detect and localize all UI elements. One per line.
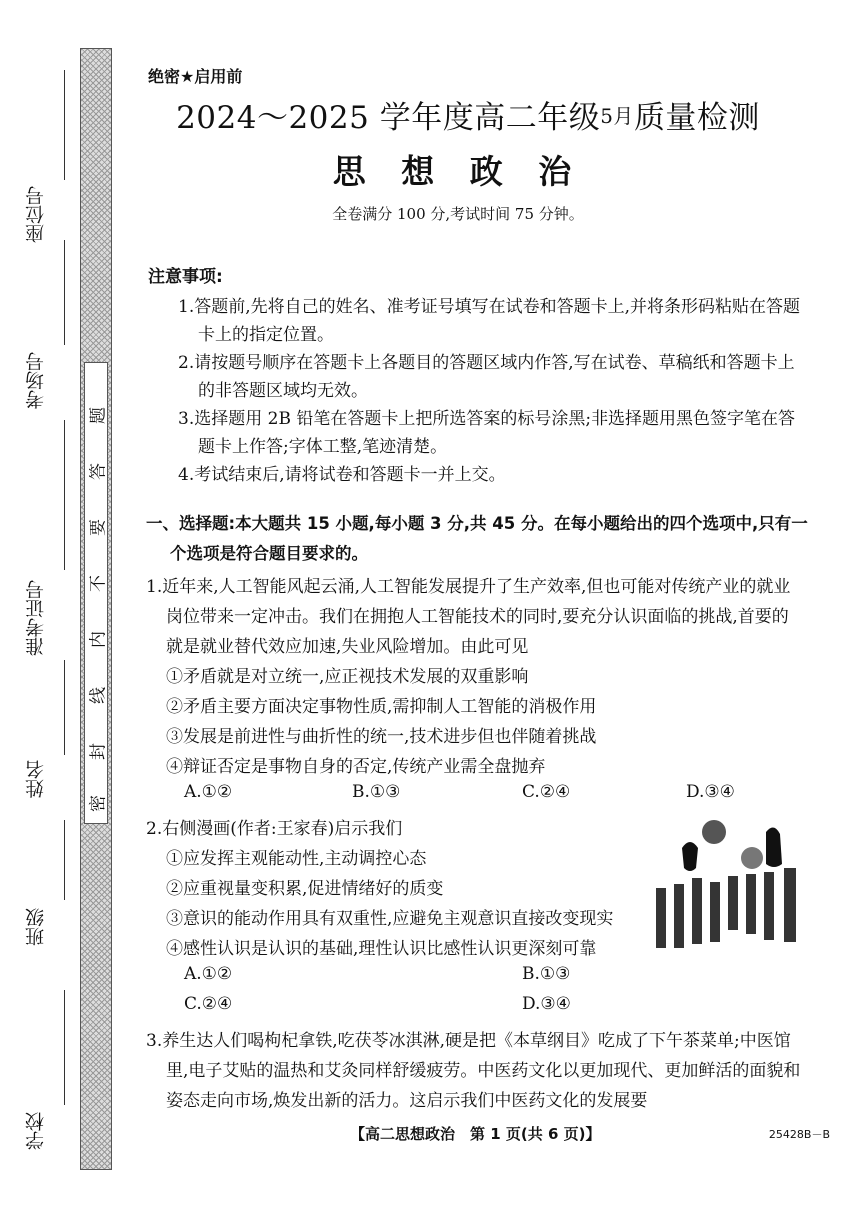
secret-label: 绝密★启用前 [148, 67, 243, 86]
q2-item: ②应重视量变积累,促进情绪好的质变 [166, 879, 444, 899]
name-line [64, 660, 65, 755]
class-label: 班级 [25, 908, 47, 946]
q1-stem: 岗位带来一定冲击。我们在拥抱人工智能技术的同时,要充分认识面临的挑战,首要的 [166, 607, 789, 627]
q1-option-c: C.②④ [522, 782, 571, 802]
notice-line: 卡上的指定位置。 [198, 325, 334, 345]
exam-title-month: 5月 [600, 104, 634, 128]
cartoon-moon-right [741, 847, 763, 869]
notice-line: 的非答题区域均无效。 [198, 381, 368, 401]
cartoon-image [652, 818, 812, 958]
seal-char: 线 [88, 687, 109, 704]
q1-stem: 就是就业替代效应加速,失业风险增加。由此可见 [166, 637, 529, 657]
school-line [64, 990, 65, 1105]
binding-margin [0, 0, 115, 1216]
section-heading-cont: 个选项是符合题目要求的。 [170, 544, 368, 563]
ticket-number-label: 准考证号 [25, 580, 47, 656]
name-label: 姓名 [25, 760, 47, 798]
q3-stem: 3.养生达人们喝枸杞拿铁,吃茯苓冰淇淋,硬是把《本草纲目》吃成了下午茶菜单;中医馆 [146, 1031, 791, 1051]
cartoon-figure-right [766, 827, 782, 867]
seat-number-line [64, 70, 65, 180]
seat-number-label: 座位号 [25, 186, 47, 243]
q3-stem: 里,电子艾贴的温热和艾灸同样舒缓疲劳。中医药文化以更加现代、更加鲜活的面貌和 [166, 1061, 801, 1081]
seal-line-box [84, 362, 108, 824]
notice-line: 3.选择题用 2B 铅笔在答题卡上把所选答案的标号涂黑;非选择题用黑色签字笔在答 [178, 409, 796, 429]
ticket-number-line [64, 420, 65, 570]
school-label: 学校 [25, 1112, 47, 1150]
seal-char: 内 [88, 631, 109, 648]
footer-code: 25428B－B [768, 1128, 830, 1141]
notice-line: 2.请按题号顺序在答题卡上各题目的答题区域内作答,写在试卷、草稿纸和答题卡上 [178, 353, 795, 373]
q1-item: ③发展是前进性与曲折性的统一,技术进步但也伴随着挑战 [166, 727, 597, 747]
q2-stem: 2.右侧漫画(作者:王家春)启示我们 [146, 819, 403, 839]
q2-item: ④感性认识是认识的基础,理性认识比感性认识更深刻可靠 [166, 939, 597, 959]
q2-option-c: C.②④ [184, 994, 233, 1014]
q3-stem: 姿态走向市场,焕发出新的活力。这启示我们中医药文化的发展要 [166, 1091, 648, 1111]
seal-char: 答 [88, 463, 109, 480]
footer-page-info: 【高二思想政治 第 1 页(共 6 页)】 [350, 1125, 601, 1143]
q1-option-d: D.③④ [686, 782, 735, 802]
q2-option-a: A.①② [184, 964, 233, 984]
notice-line: 4.考试结束后,请将试卷和答题卡一并上交。 [178, 465, 506, 485]
q2-item: ①应发挥主观能动性,主动调控心态 [166, 849, 427, 869]
notice-line: 1.答题前,先将自己的姓名、准考证号填写在试卷和答题卡上,并将条形码粘贴在答题 [178, 297, 801, 317]
q1-option-b: B.①③ [352, 782, 401, 802]
notice-line: 题卡上作答;字体工整,笔迹清楚。 [198, 437, 448, 457]
seal-char: 不 [88, 575, 109, 592]
notice-title: 注意事项: [148, 267, 223, 287]
q1-item: ①矛盾就是对立统一,应正视技术发展的双重影响 [166, 667, 529, 687]
exam-title-main: 2024～2025 学年度高二年级 [176, 100, 601, 136]
exam-title [148, 92, 788, 137]
q1-stem: 1.近年来,人工智能风起云涌,人工智能发展提升了生产效率,但也可能对传统产业的就业 [146, 577, 791, 597]
room-number-line [64, 240, 65, 345]
cartoon-figure-left [682, 842, 698, 871]
q1-option-a: A.①② [184, 782, 233, 802]
q1-item: ②矛盾主要方面决定事物性质,需抑制人工智能的消极作用 [166, 697, 597, 717]
score-info: 全卷满分 100 分,考试时间 75 分钟。 [332, 205, 584, 223]
q2-item: ③意识的能动作用具有双重性,应避免主观意识直接改变现实 [166, 909, 614, 929]
seal-char: 要 [88, 519, 109, 536]
q1-item: ④辩证否定是事物自身的否定,传统产业需全盘抛弃 [166, 757, 546, 777]
seal-char: 密 [88, 795, 109, 812]
seal-char: 封 [88, 743, 109, 760]
cartoon-svg [652, 818, 812, 958]
q2-option-d: D.③④ [522, 994, 571, 1014]
cartoon-moon-left [702, 820, 726, 844]
section-heading: 一、选择题:本大题共 15 小题,每小题 3 分,共 45 分。在每小题给出的四个选项中,只有一 [146, 514, 808, 533]
q2-option-b: B.①③ [522, 964, 571, 984]
cartoon-calligraphy [656, 868, 796, 948]
subject-title: 思 想 政 治 [332, 152, 584, 191]
room-number-label: 考场号 [25, 352, 47, 409]
exam-title-tail: 质量检测 [633, 100, 760, 136]
seal-char: 题 [88, 407, 109, 424]
class-line [64, 820, 65, 900]
